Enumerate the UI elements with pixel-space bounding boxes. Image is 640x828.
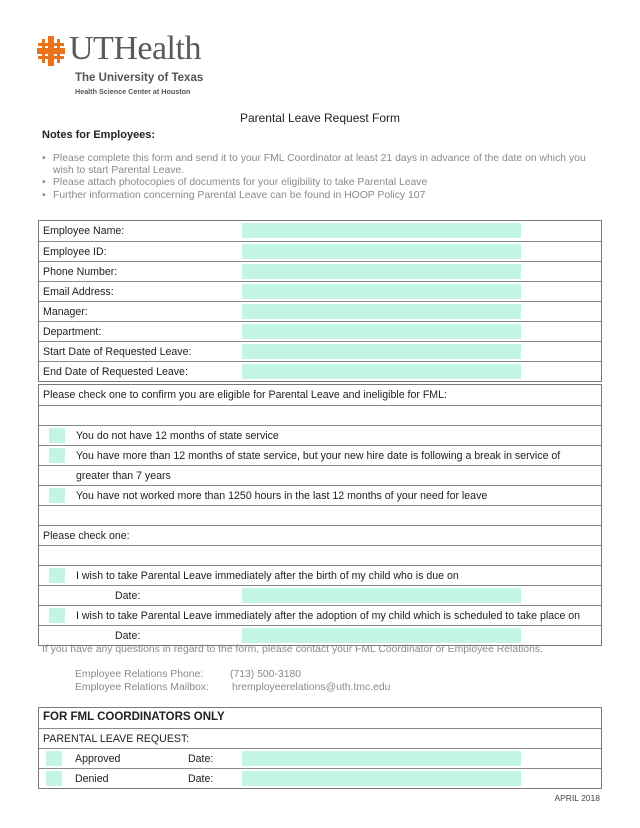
start-date-label: Start Date of Requested Leave: — [43, 346, 192, 358]
denied-date-label: Date: — [188, 773, 214, 785]
employee-name-field[interactable] — [242, 223, 521, 238]
email-address-field[interactable] — [242, 284, 521, 299]
form-title: Parental Leave Request Form — [239, 111, 401, 125]
employee-id-field[interactable] — [242, 244, 521, 259]
table-row — [39, 321, 601, 341]
revision-date: APRIL 2018 — [554, 793, 600, 803]
notes-title: Notes for Employees: — [42, 129, 156, 141]
department-field[interactable] — [242, 324, 521, 339]
approved-date-field[interactable] — [242, 751, 521, 766]
manager-label: Manager: — [43, 306, 88, 318]
birth-checkbox[interactable] — [49, 568, 65, 583]
table-row — [39, 301, 601, 321]
note-item: • Please complete this form and send it to your FML Coordinator at least 21 days in advance of the date on which you wish to start Parental Leave. — [42, 153, 602, 177]
table-row — [39, 445, 601, 465]
birth-date-field[interactable] — [242, 588, 521, 603]
fml-coordinator-table — [38, 707, 602, 789]
uthealth-logo — [37, 30, 217, 98]
table-row — [39, 261, 601, 281]
option-label: I wish to take Parental Leave immediately after the birth of my child who is due on — [76, 570, 459, 582]
note-item: • Further information concerning Parental Leave can be found in HOOP Policy 107 — [42, 190, 602, 202]
denied-checkbox[interactable] — [46, 771, 62, 786]
adoption-date-label: Date: — [115, 630, 141, 642]
option-label: You have not worked more than 1250 hours in the last 12 months of your need for leave — [76, 490, 488, 502]
option-label: I wish to take Parental Leave immediately after the adoption of my child which is scheduled to take place on — [76, 610, 581, 622]
table-row — [39, 405, 601, 425]
adoption-checkbox[interactable] — [49, 608, 65, 623]
table-row — [39, 425, 601, 445]
denied-date-field[interactable] — [242, 771, 521, 786]
check-one-title: Please check one: — [43, 530, 130, 542]
employee-name-label: Employee Name: — [43, 225, 125, 237]
table-row — [39, 545, 601, 565]
break-in-service-checkbox[interactable] — [49, 448, 65, 463]
under-1250-hours-checkbox[interactable] — [49, 488, 65, 503]
phone-number-field[interactable] — [242, 264, 521, 279]
logo-university: The University of Texas — [75, 72, 204, 84]
eligibility-table — [38, 384, 602, 646]
notes-list — [42, 153, 602, 202]
table-row — [39, 281, 601, 301]
table-row — [39, 525, 601, 545]
mailbox-label: Employee Relations Mailbox: — [75, 682, 209, 693]
logo-center: Health Science Center at Houston — [75, 87, 191, 96]
mailbox-value[interactable]: hremployeerelations@uth.tmc.edu — [232, 682, 391, 693]
birth-date-label: Date: — [115, 590, 141, 602]
end-date-field[interactable] — [242, 364, 521, 379]
logo-brand: UTHealth — [69, 30, 201, 67]
option-label-continued: greater than 7 years — [76, 470, 171, 482]
no-12-months-checkbox[interactable] — [49, 428, 65, 443]
employee-info-table — [38, 220, 602, 382]
table-row — [39, 221, 601, 241]
denied-label: Denied — [75, 773, 109, 785]
table-row — [39, 748, 601, 768]
table-row — [39, 465, 601, 485]
fml-title: FOR FML COORDINATORS ONLY — [43, 711, 225, 723]
table-row — [39, 768, 601, 788]
email-address-label: Email Address: — [43, 286, 114, 298]
table-row — [39, 485, 601, 505]
eligibility-title: Please check one to confirm you are eligible for Parental Leave and ineligible for FML: — [43, 389, 447, 401]
start-date-field[interactable] — [242, 344, 521, 359]
phone-number-label: Phone Number: — [43, 266, 118, 278]
manager-field[interactable] — [242, 304, 521, 319]
approved-checkbox[interactable] — [46, 751, 62, 766]
request-label: PARENTAL LEAVE REQUEST: — [43, 733, 190, 745]
phone-value: (713) 500-3180 — [230, 669, 302, 680]
option-label: You do not have 12 months of state service — [76, 430, 279, 442]
approved-label: Approved — [75, 753, 121, 765]
table-row — [39, 385, 601, 405]
table-row — [39, 341, 601, 361]
option-label: You have more than 12 months of state service, but your new hire date is following a break in service of — [76, 450, 561, 462]
table-row — [39, 565, 601, 585]
table-row — [39, 505, 601, 525]
approved-date-label: Date: — [188, 753, 214, 765]
table-row — [39, 625, 601, 645]
note-item: • Please attach photocopies of documents for your eligibility to take Parental Leave — [42, 177, 602, 189]
employee-id-label: Employee ID: — [43, 246, 107, 258]
contact-intro: If you have any questions in regard to the form, please contact your FML Coordinator or Employee Relations. — [42, 644, 543, 655]
uthealth-mark-icon — [37, 36, 65, 66]
department-label: Department: — [43, 326, 102, 338]
table-row — [39, 241, 601, 261]
phone-label: Employee Relations Phone: — [75, 669, 204, 680]
table-row — [39, 708, 601, 728]
table-row — [39, 361, 601, 381]
adoption-date-field[interactable] — [242, 628, 521, 643]
table-row — [39, 585, 601, 605]
table-row — [39, 605, 601, 625]
table-row — [39, 728, 601, 748]
end-date-label: End Date of Requested Leave: — [43, 366, 188, 378]
